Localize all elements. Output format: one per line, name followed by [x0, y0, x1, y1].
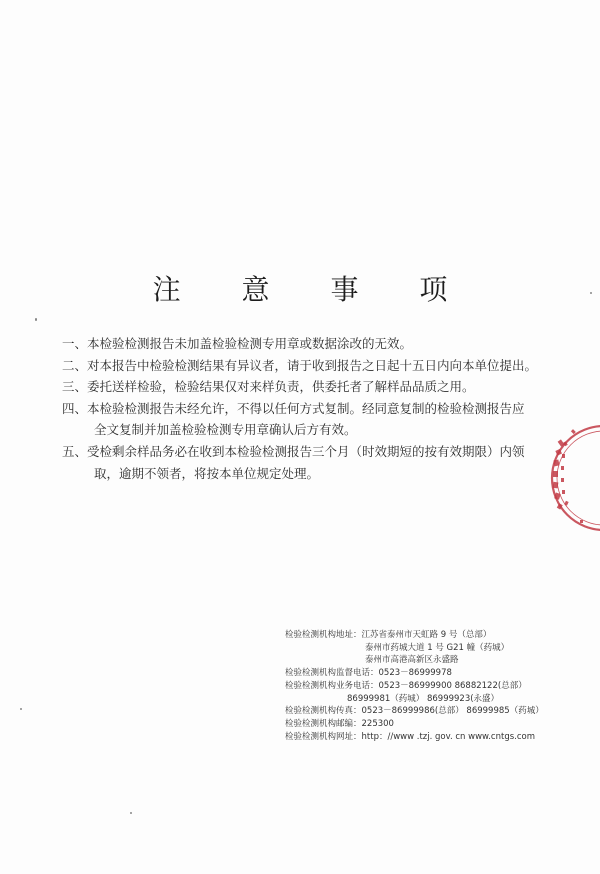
zip-value: 225300 [361, 718, 394, 729]
fax-value: 0523－86999986(总部） 86999985（药城） [361, 706, 544, 717]
seal-icon [542, 420, 600, 538]
scan-speck [35, 318, 37, 321]
address-value: 泰州市高港高新区永盛路 [365, 655, 459, 666]
note-text: 本检验检测报告未经允许，不得以任何方式复制。经同意复制的检验检测报告应 [87, 400, 525, 416]
note-item [62, 376, 562, 398]
scan-speck [130, 812, 132, 814]
supervise-row [285, 667, 585, 680]
supervise-label: 检验检测机构监督电话： [285, 668, 379, 679]
business-label: 检验检测机构业务电话： [285, 680, 379, 691]
zip-row [285, 718, 585, 731]
web-value: http：//www .tzj. gov. cn www.cntgs.com [361, 731, 535, 742]
business-phone: 86999981（药城） 86999923(永盛） [347, 693, 500, 704]
note-text: 本检验检测报告未加盖检验检测专用章或数据涂改的无效。 [87, 336, 413, 351]
fax-row [285, 705, 585, 718]
address-label: 检验检测机构地址： [285, 630, 362, 640]
note-number: 二、 [62, 357, 88, 373]
note-item [62, 333, 562, 355]
note-number: 三、 [62, 379, 88, 395]
note-number: 五、 [62, 443, 88, 459]
note-continuation: 取，逾期不领者，将按本单位规定处理。 [94, 465, 320, 481]
scan-speck [20, 708, 22, 710]
note-item [62, 441, 562, 484]
institution-contact-info [285, 629, 585, 743]
page-title: 注 意 事 项 [152, 273, 474, 306]
note-text: 受检剩余样品务必在收到本检验检测报告三个月（时效期短的按有效期限）内领 [87, 443, 525, 459]
supervise-phone: 0523－86999978 [378, 668, 452, 679]
notes-list [62, 333, 562, 484]
address-value: 江苏省泰州市天虹路 9 号（总部） [361, 630, 492, 640]
note-text: 委托送样检验，检验结果仅对来样负责，供委托者了解样品品质之用。 [87, 379, 475, 395]
note-text: 对本报告中检验检测结果有异议者，请于收到报告之日起十五日内向本单位提出。 [87, 357, 538, 373]
official-seal-stamp [542, 420, 600, 538]
note-number: 四、 [62, 400, 88, 416]
note-item [62, 355, 562, 377]
address-row [285, 629, 585, 642]
note-continuation: 全文复制并加盖检验检测专用章确认后方有效。 [94, 422, 357, 438]
address-value: 泰州市药城大道 1 号 G21 幢（药城） [365, 642, 510, 653]
note-number: 一、 [62, 336, 88, 351]
business-phone: 0523－86999900 86882122(总部） [378, 680, 527, 691]
fax-label: 检验检测机构传真： [285, 706, 362, 717]
note-item [62, 398, 562, 441]
zip-label: 检验检测机构邮编： [285, 718, 362, 729]
web-row [285, 731, 585, 744]
web-label: 检验检测机构网址： [285, 731, 362, 742]
business-row [285, 680, 585, 693]
